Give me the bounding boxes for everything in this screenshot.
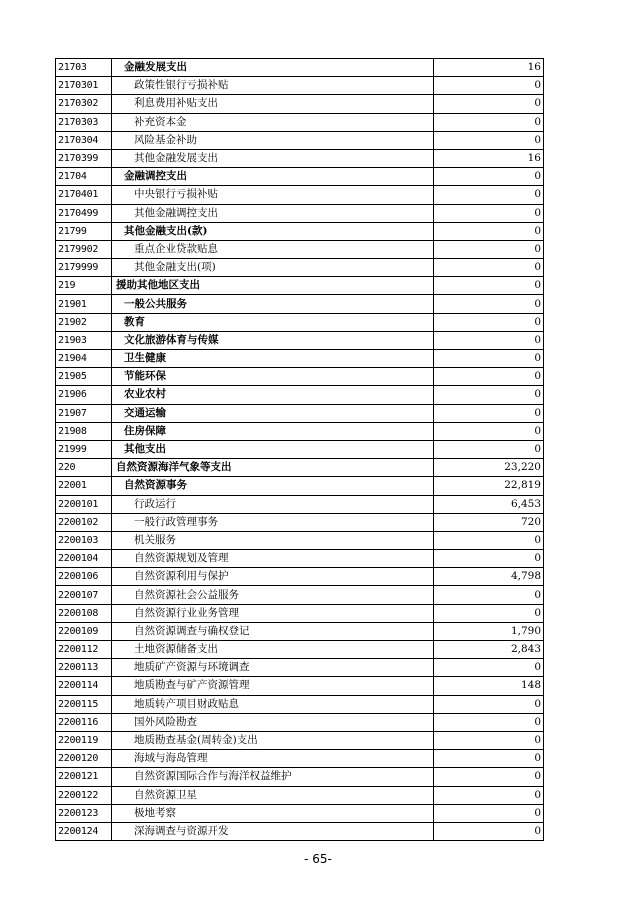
table-row [56,604,544,622]
subject-code-cell: 2200121 [56,768,112,786]
subject-name-cell: 自然资源海洋气象等支出 [112,459,434,477]
amount-cell: 0 [434,368,544,386]
amount-cell: 0 [434,586,544,604]
amount-cell: 0 [434,77,544,95]
amount-cell: 0 [434,386,544,404]
amount-cell: 0 [434,95,544,113]
subject-name-cell: 自然资源利用与保护 [112,568,434,586]
amount-cell: 0 [434,750,544,768]
table-row [56,386,544,404]
subject-code-cell: 2200114 [56,677,112,695]
subject-code-cell: 21905 [56,368,112,386]
table-row [56,513,544,531]
subject-name-cell: 文化旅游体育与传媒 [112,331,434,349]
amount-cell: 16 [434,149,544,167]
amount-cell: 22,819 [434,477,544,495]
subject-code-cell: 2200123 [56,804,112,822]
page-number: - 65- [304,852,332,866]
subject-name-cell: 农业农村 [112,386,434,404]
subject-name-cell: 金融调控支出 [112,168,434,186]
subject-name-cell: 自然资源规划及管理 [112,550,434,568]
subject-code-cell: 21703 [56,59,112,77]
subject-code-cell: 2200124 [56,822,112,840]
subject-name-cell: 机关服务 [112,531,434,549]
subject-code-cell: 2179999 [56,259,112,277]
amount-cell: 4,798 [434,568,544,586]
subject-name-cell: 风险基金补助 [112,131,434,149]
table-row [56,568,544,586]
table-row [56,204,544,222]
table-row [56,495,544,513]
subject-code-cell: 21904 [56,350,112,368]
table-row [56,659,544,677]
subject-name-cell: 其他金融调控支出 [112,204,434,222]
table-row [56,531,544,549]
subject-name-cell: 教育 [112,313,434,331]
table-row [56,440,544,458]
subject-code-cell: 2200109 [56,622,112,640]
expenditure-table [55,58,544,841]
subject-name-cell: 其他金融发展支出 [112,149,434,167]
amount-cell: 0 [434,204,544,222]
amount-cell: 0 [434,550,544,568]
subject-code-cell: 2200119 [56,731,112,749]
subject-code-cell: 2200116 [56,713,112,731]
table-row [56,95,544,113]
subject-code-cell: 2200112 [56,641,112,659]
subject-code-cell: 2170399 [56,149,112,167]
subject-name-cell: 自然资源调查与确权登记 [112,622,434,640]
subject-code-cell: 2200102 [56,513,112,531]
subject-name-cell: 交通运输 [112,404,434,422]
table-row [56,786,544,804]
amount-cell: 0 [434,186,544,204]
subject-name-cell: 节能环保 [112,368,434,386]
subject-name-cell: 土地资源储备支出 [112,641,434,659]
subject-code-cell: 2170401 [56,186,112,204]
subject-name-cell: 地质勘查基金(周转金)支出 [112,731,434,749]
amount-cell: 0 [434,531,544,549]
subject-name-cell: 中央银行亏损补贴 [112,186,434,204]
amount-cell: 0 [434,695,544,713]
table-row [56,622,544,640]
table-row [56,149,544,167]
table-row [56,59,544,77]
table-row [56,713,544,731]
table-row [56,731,544,749]
amount-cell: 0 [434,259,544,277]
table-row [56,168,544,186]
subject-code-cell: 2170499 [56,204,112,222]
amount-cell: 0 [434,604,544,622]
table-row [56,77,544,95]
amount-cell: 720 [434,513,544,531]
table-row [56,459,544,477]
amount-cell: 148 [434,677,544,695]
subject-name-cell: 金融发展支出 [112,59,434,77]
subject-code-cell: 21903 [56,331,112,349]
amount-cell: 0 [434,240,544,258]
table-row [56,404,544,422]
subject-code-cell: 2200101 [56,495,112,513]
subject-name-cell: 行政运行 [112,495,434,513]
subject-name-cell: 其他金融支出(款) [112,222,434,240]
table-row [56,695,544,713]
subject-code-cell: 2170302 [56,95,112,113]
table-row [56,222,544,240]
table-row [56,277,544,295]
table-row [56,113,544,131]
table-row [56,313,544,331]
table-row [56,641,544,659]
amount-cell: 0 [434,713,544,731]
subject-name-cell: 住房保障 [112,422,434,440]
amount-cell: 1,790 [434,622,544,640]
amount-cell: 6,453 [434,495,544,513]
amount-cell: 0 [434,659,544,677]
subject-name-cell: 地质勘查与矿产资源管理 [112,677,434,695]
budget-expenditure-sheet [55,58,543,841]
subject-code-cell: 220 [56,459,112,477]
subject-code-cell: 219 [56,277,112,295]
subject-code-cell: 2200113 [56,659,112,677]
table-row [56,768,544,786]
subject-name-cell: 政策性银行亏损补贴 [112,77,434,95]
table-row [56,186,544,204]
table-row [56,240,544,258]
subject-name-cell: 其他支出 [112,440,434,458]
subject-name-cell: 重点企业贷款贴息 [112,240,434,258]
amount-cell: 0 [434,404,544,422]
amount-cell: 0 [434,350,544,368]
subject-code-cell: 2200103 [56,531,112,549]
subject-name-cell: 其他金融支出(项) [112,259,434,277]
amount-cell: 2,843 [434,641,544,659]
subject-name-cell: 地质转产项目财政贴息 [112,695,434,713]
amount-cell: 23,220 [434,459,544,477]
amount-cell: 0 [434,313,544,331]
subject-name-cell: 海域与海岛管理 [112,750,434,768]
subject-code-cell: 21901 [56,295,112,313]
subject-code-cell: 2200104 [56,550,112,568]
expenditure-table-body [56,59,544,841]
subject-code-cell: 2200115 [56,695,112,713]
subject-code-cell: 2170303 [56,113,112,131]
amount-cell: 0 [434,168,544,186]
subject-name-cell: 一般公共服务 [112,295,434,313]
table-row [56,368,544,386]
amount-cell: 0 [434,804,544,822]
subject-name-cell: 自然资源卫星 [112,786,434,804]
subject-code-cell: 2200108 [56,604,112,622]
subject-code-cell: 21907 [56,404,112,422]
table-row [56,677,544,695]
table-row [56,350,544,368]
subject-name-cell: 地质矿产资源与环境调查 [112,659,434,677]
subject-code-cell: 22001 [56,477,112,495]
subject-code-cell: 2170301 [56,77,112,95]
table-row [56,422,544,440]
table-row [56,477,544,495]
subject-code-cell: 21906 [56,386,112,404]
subject-code-cell: 2179902 [56,240,112,258]
table-row [56,804,544,822]
subject-code-cell: 2200107 [56,586,112,604]
subject-name-cell: 一般行政管理事务 [112,513,434,531]
amount-cell: 0 [434,131,544,149]
amount-cell: 0 [434,277,544,295]
subject-code-cell: 2200106 [56,568,112,586]
subject-code-cell: 21908 [56,422,112,440]
subject-code-cell: 21799 [56,222,112,240]
amount-cell: 0 [434,113,544,131]
table-row [56,586,544,604]
subject-name-cell: 自然资源社会公益服务 [112,586,434,604]
table-row [56,750,544,768]
amount-cell: 0 [434,295,544,313]
amount-cell: 0 [434,822,544,840]
subject-name-cell: 补充资本金 [112,113,434,131]
subject-code-cell: 21704 [56,168,112,186]
table-row [56,259,544,277]
subject-name-cell: 自然资源行业业务管理 [112,604,434,622]
subject-code-cell: 2200122 [56,786,112,804]
amount-cell: 0 [434,222,544,240]
amount-cell: 0 [434,768,544,786]
subject-code-cell: 21902 [56,313,112,331]
amount-cell: 0 [434,422,544,440]
table-row [56,295,544,313]
amount-cell: 0 [434,331,544,349]
table-row [56,131,544,149]
subject-name-cell: 深海调查与资源开发 [112,822,434,840]
subject-name-cell: 援助其他地区支出 [112,277,434,295]
subject-name-cell: 自然资源事务 [112,477,434,495]
subject-code-cell: 2170304 [56,131,112,149]
subject-name-cell: 国外风险勘查 [112,713,434,731]
amount-cell: 0 [434,440,544,458]
amount-cell: 16 [434,59,544,77]
subject-name-cell: 利息费用补贴支出 [112,95,434,113]
table-row [56,550,544,568]
subject-name-cell: 自然资源国际合作与海洋权益维护 [112,768,434,786]
subject-name-cell: 极地考察 [112,804,434,822]
table-row [56,822,544,840]
subject-name-cell: 卫生健康 [112,350,434,368]
amount-cell: 0 [434,731,544,749]
amount-cell: 0 [434,786,544,804]
table-row [56,331,544,349]
subject-code-cell: 2200120 [56,750,112,768]
subject-code-cell: 21999 [56,440,112,458]
